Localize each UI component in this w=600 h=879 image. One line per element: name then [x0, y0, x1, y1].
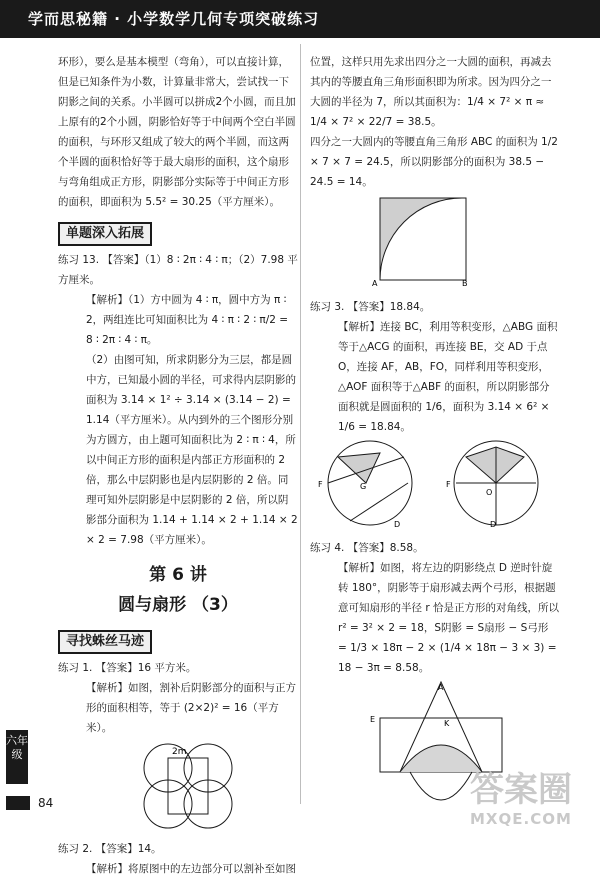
section-title-clues: 寻找蛛丝马迹 [58, 630, 152, 654]
label-A-fig4: A [438, 683, 444, 692]
right-paragraph-1: 位置，这样只用先求出四分之一大圆的面积，再减去其内的等腰直角三角形面积即为所求。因为四分之一大圆的半径为 7，所以其面积为：1/4 × 7² × π ≈ 1/4 × 7² × 22/7 = 38.5。 [310, 56, 552, 128]
label-F-left: F [318, 480, 323, 489]
page-bar [6, 796, 30, 810]
section-title-expansion: 单题深入拓展 [58, 222, 152, 246]
figure-two-circles [310, 437, 560, 529]
exercise-2-answer: 练习 2. 【答案】14。 [58, 843, 162, 855]
exercise-3-answer: 练习 3. 【答案】18.84。 [310, 301, 431, 313]
watermark-main: 答案圈 [470, 770, 572, 810]
figure-label-2m: 2m [172, 747, 187, 757]
square-outline [168, 758, 208, 814]
grade-tab [6, 730, 28, 784]
left-column [58, 52, 298, 879]
left-circle-figure [318, 441, 412, 529]
grade-tab-label: 六年级 [6, 734, 28, 761]
label-A: A [372, 279, 378, 288]
label-K-fig4: K [444, 719, 450, 728]
exercise-1-answer: 练习 1. 【答案】16 平方米。 [58, 662, 197, 674]
left-paragraph-1: 环形），要么是基本模型（弯角），可以直接计算，但是已知条件为小数，计算量非常大，尝试找一下阴影之间的关系。小半圆可以拼成2个小圆，而且加上原有的2个小圆，阴影恰好等于中间两个空白半圆的面积，与环形又组成了较大的两个半圆，而这两个半圆的面积恰好等于最大扇形的面积，这个扇形与弯角组成正方形，阴影部分实际等于中间正方形的面积，即面积为 5.5² = 30.25（平方厘米）。 [58, 56, 296, 208]
shaded-lens [400, 745, 482, 772]
left-shaded-region [338, 453, 380, 483]
watermark-url: MXQE.COM [470, 810, 572, 828]
right-column [310, 52, 560, 827]
exercise-13-analysis-2: （2）由图可知，所求阴影分为三层，都是圆中方，已知最小圆的半径，可求得内层阴影的面积为 3.14 × 1² ÷ 3.14 × (3.14 − 2) = 1.14（平方厘米）。从内到外的三个图形分别为方圆方，由上题可知面积比为 2 ∶ π ∶ 4，所以中间正方形的面积是内部正方形面积的 2 倍，那么中层阴影也是内层阴影的 2 倍。同理可知外层阴影是中层阴影的 2 倍，所以阴影部分面积为 1.14 + 1.14 × 2 + 1.14 × 2 × 2 = 7.98（平方厘米）。 [86, 354, 298, 546]
header-title: 学而思秘籍 · 小学数学几何专项突破练习 [28, 10, 320, 28]
right-circle-figure [446, 441, 538, 529]
lecture-title: 圆与扇形 （3） [118, 595, 238, 615]
right-paragraph-2: 四分之一大圆内的等腰直角三角形 ABC 的面积为 1/2 × 7 × 7 = 24.5，所以阴影部分的面积为 38.5 − 24.5 = 14。 [310, 136, 558, 188]
exercise-4-analysis: 【解析】如图，将左边的阴影绕点 D 逆时针旋转 180°，阴影等于扇形减去两个弓形，根据题意可知扇形的半径 r 恰是正方形的对角线，所以 r² = 3² × 2 = 18，S阴影 = S扇形 − S弓形 = 1/3 × 18π − 2 × (1/4 × 18π − 3 × 3) = 18 − 3π = 8.58。 [338, 562, 559, 674]
label-D-right: D [490, 520, 497, 529]
watermark [470, 770, 590, 834]
figure-four-circles [128, 738, 248, 830]
column-divider [300, 44, 301, 804]
page-header [0, 0, 600, 38]
label-E-fig4: E [370, 715, 376, 724]
right-shaded-region [466, 447, 524, 483]
exercise-3-analysis: 【解析】连接 BC，利用等积变形，△ABG 面积等于△ACG 的面积，再连接 BE，交 AD 于点 O，连接 AF，AB，FO，同样利用等积变形，△AOF 面积等于△ABF 的面积，所以阴影部分面积就是圆面积的 1/6，面积为 3.14 × 6² × 1/6 = 18.84。 [338, 321, 558, 433]
lecture-heading [58, 560, 298, 620]
label-O-right: O [486, 488, 493, 497]
lecture-number: 第 6 讲 [149, 565, 207, 585]
left-chord-2 [350, 483, 408, 521]
lower-arc [410, 772, 472, 800]
label-B: B [462, 279, 468, 288]
page-number: 84 [38, 796, 54, 810]
exercise-13-analysis-1: 【解析】（1）方中圆为 4 ∶ π，圆中方为 π ∶ 2，两组连比可知面积比为 4 ∶ π ∶ 2 ∶ π/2 = 8 ∶ 2π ∶ 4 ∶ π。 [86, 294, 289, 346]
label-G-left: G [360, 482, 367, 491]
exercise-2-analysis: 【解析】将原图中的左边部分可以割补至如图 [86, 863, 296, 875]
exercise-13-answer: 练习 13. 【答案】（1）8 ∶ 2π ∶ 4 ∶ π；（2）7.98 平方厘米。 [58, 254, 298, 286]
shaded-quarter [380, 198, 462, 280]
exercise-4-answer: 练习 4. 【答案】8.58。 [310, 542, 424, 554]
label-F-right: F [446, 480, 451, 489]
figure-quarter-circle [370, 192, 480, 288]
label-D-left: D [394, 520, 401, 529]
exercise-1-analysis: 【解析】如图，割补后阴影部分的面积与正方形的面积相等，等于 (2×2)² = 16（平方米）。 [86, 682, 296, 734]
